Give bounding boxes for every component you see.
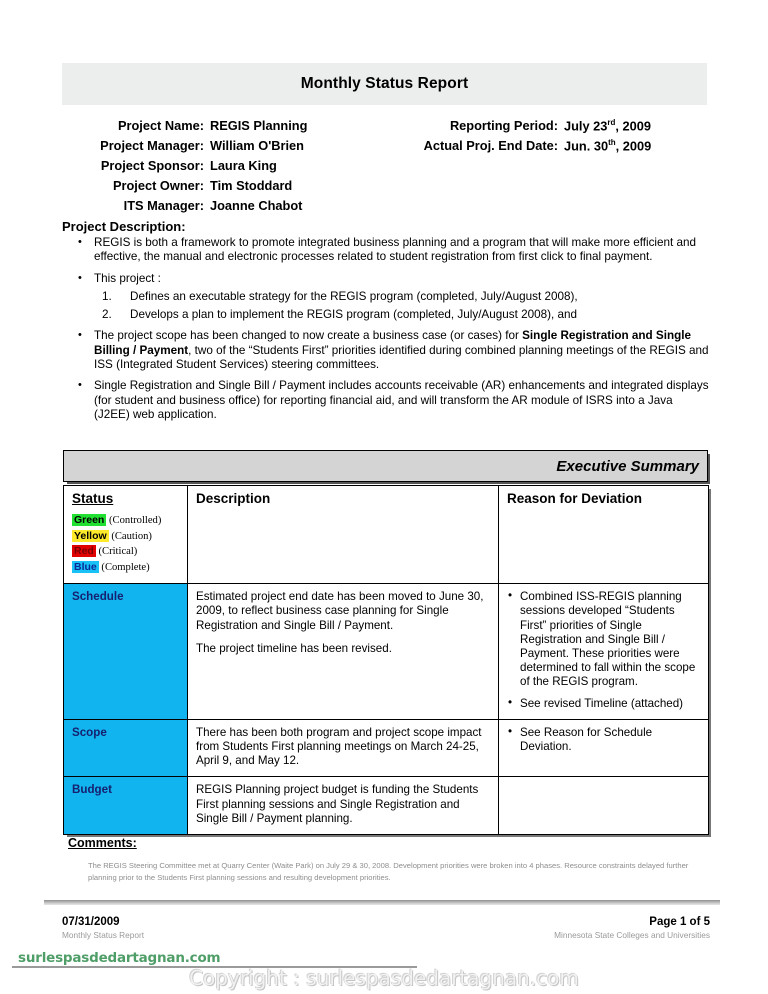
table-row xyxy=(64,584,709,720)
project-description-heading: Project Description: xyxy=(62,219,186,234)
description-paragraph: Estimated project end date has been moved to June 30, 2009, to reflect business case planning for Single Registration and Single Bill / Payment. xyxy=(196,590,484,632)
header-field-value: Tim Stoddard xyxy=(210,178,293,193)
status-cell xyxy=(64,584,188,720)
column-header-description: Description xyxy=(196,491,271,506)
reason-cell xyxy=(499,719,709,777)
legend-color-swatch: Yellow xyxy=(74,529,107,542)
header-field-value: REGIS Planning xyxy=(210,118,308,133)
executive-summary-bar xyxy=(63,450,708,482)
description-paragraph: REGIS Planning project budget is funding the Students First planning sessions and Single Registration and Single Bill / Payment planning. xyxy=(196,783,479,825)
legend-caption: (Caution) xyxy=(108,530,152,542)
bullet-text: Single Registration and Single Bill / Payment includes accounts receivable (AR) enhancements and integrated displays (for student and business office) for reporting financial aid, and will transform the AR module of ISRS into a Java (J2EE) web application. xyxy=(94,379,709,421)
bullet-text: REGIS is both a framework to promote integrated business planning and a program that will make more efficient and effective, the manual and electronic processes related to student registration from first click to final payment. xyxy=(94,236,697,264)
legend-caption: (Critical) xyxy=(95,546,138,558)
executive-summary-section xyxy=(63,450,708,835)
footer-divider xyxy=(44,900,720,905)
header-field-row xyxy=(392,118,710,138)
legend-color-swatch: Green xyxy=(74,514,105,527)
legend-item xyxy=(72,544,180,560)
status-header-cell xyxy=(64,486,188,584)
list-item-text: Develops a plan to implement the REGIS program (completed, July/August 2008), and xyxy=(130,308,577,322)
reason-cell xyxy=(499,777,709,835)
table-row xyxy=(64,719,709,777)
header-field-value: William O'Brien xyxy=(210,138,304,153)
legend-item xyxy=(72,560,180,576)
status-cell xyxy=(64,719,188,777)
reason-header-cell xyxy=(499,486,709,584)
reason-cell xyxy=(499,584,709,720)
ordinal-suffix: th xyxy=(608,138,616,147)
table-header-row xyxy=(64,486,709,584)
bullet-text: , two of the “Students First” priorities identified during combined planning meetings of the REGIS and ISS (Integrated Student Services) steering committees. xyxy=(94,343,709,372)
description-bullet xyxy=(62,272,710,323)
header-field-label: Project Owner: xyxy=(112,178,204,193)
description-bullet xyxy=(62,379,710,422)
bullet-text: This project : xyxy=(94,271,161,285)
header-field-label: Project Sponsor: xyxy=(100,158,204,173)
column-header-reason: Reason for Deviation xyxy=(507,491,643,506)
legend-caption: (Controlled) xyxy=(106,515,162,527)
header-field-value: Joanne Chabot xyxy=(210,198,303,213)
description-bullet xyxy=(62,329,710,372)
bullet-text: The project scope has been changed to now create a business case (or cases) for xyxy=(94,329,523,343)
footer-doc-name: Monthly Status Report xyxy=(62,930,145,940)
header-field-label: Reporting Period: xyxy=(449,118,558,134)
description-cell xyxy=(188,584,499,720)
reason-bullet-list xyxy=(507,726,701,754)
executive-summary-table xyxy=(63,485,709,835)
reason-bullet-item: • See revised Timeline (attached) xyxy=(507,697,701,711)
table-row xyxy=(64,777,709,835)
header-field-label: Actual Proj. End Date: xyxy=(423,138,558,154)
list-item-number: 1. xyxy=(102,289,112,303)
reason-bullet-item: • See Reason for Schedule Deviation. xyxy=(507,726,701,754)
description-paragraph: There has been both program and project scope impact from Students First planning meetings on March 24-25, April 9, and May 12. xyxy=(196,725,482,768)
numbered-list-item xyxy=(94,290,710,304)
executive-summary-label: Executive Summary xyxy=(556,457,699,475)
footer-right xyxy=(554,916,710,940)
header-field-row xyxy=(62,138,392,158)
legend-item xyxy=(72,513,180,529)
footer-page-number: Page 1 of 5 xyxy=(649,916,710,928)
legend-color-swatch: Red xyxy=(74,545,94,558)
header-field-label: Project Manager: xyxy=(100,138,204,153)
watermark-site-link[interactable]: surlespasdedartagnan.com xyxy=(18,950,221,966)
header-field-value: July 23rd, 2009 xyxy=(564,118,651,134)
reason-bullet-item: • Combined ISS-REGIS planning sessions developed “Students First” priorities of Single Registration and Single Bill / Payment. These priorities were determined to fall within the scope of the REGIS program. xyxy=(507,590,701,689)
description-numbered-list xyxy=(94,290,710,323)
ordinal-suffix: rd xyxy=(607,118,616,127)
description-cell xyxy=(188,777,499,835)
project-description-list xyxy=(62,236,710,429)
page-title: Monthly Status Report xyxy=(300,75,469,92)
description-bullet xyxy=(62,236,710,265)
footer-date: 07/31/2009 xyxy=(62,916,120,928)
header-field-row xyxy=(62,158,392,178)
description-header-cell xyxy=(188,486,499,584)
list-item-number: 2. xyxy=(102,308,112,322)
description-paragraph: The project timeline has been revised. xyxy=(196,641,392,655)
header-field-row xyxy=(62,178,392,198)
header-left-column xyxy=(62,118,392,218)
description-cell xyxy=(188,719,499,777)
legend-color-swatch: Blue xyxy=(74,560,97,573)
column-header-status: Status xyxy=(72,491,114,506)
header-field-value: Laura King xyxy=(210,158,277,173)
legend-item xyxy=(72,529,180,545)
comments-heading: Comments: xyxy=(68,836,137,850)
header-field-row xyxy=(392,138,710,158)
reason-bullet-list xyxy=(507,590,701,711)
comments-body: The REGIS Steering Committee met at Quarry Center (Waite Park) on July 29 & 30, 2008. Development priorities were broken into 4 phases. Resource constraints delayed further planning prior to the Students First planning sessions and resulting development priorities. xyxy=(88,861,689,882)
watermark-copyright: Copyright : surlespasdedartagnan.com xyxy=(189,966,579,990)
status-label: Budget xyxy=(72,783,112,797)
status-label: Schedule xyxy=(72,590,124,604)
numbered-list-item xyxy=(94,308,710,322)
header-field-label: Project Name: xyxy=(117,118,204,133)
status-legend xyxy=(72,513,180,575)
header-right-column xyxy=(392,118,710,218)
header-field-label: ITS Manager: xyxy=(123,198,204,213)
footer-left xyxy=(62,916,144,940)
footer-organization: Minnesota State Colleges and Universities xyxy=(554,930,710,940)
status-cell xyxy=(64,777,188,835)
header-field-row xyxy=(62,198,392,218)
header-fields xyxy=(62,118,710,218)
list-item-text: Defines an executable strategy for the REGIS program (completed, July/August 2008), xyxy=(130,289,578,303)
header-field-value: Jun. 30th, 2009 xyxy=(564,138,652,154)
legend-caption: (Complete) xyxy=(98,561,150,573)
header-field-row xyxy=(62,118,392,138)
page-footer xyxy=(62,916,710,940)
bullet-emphasis: Single Registration and Single Billing / Payment xyxy=(94,329,691,357)
document-title-banner xyxy=(62,63,707,105)
status-label: Scope xyxy=(72,725,107,739)
